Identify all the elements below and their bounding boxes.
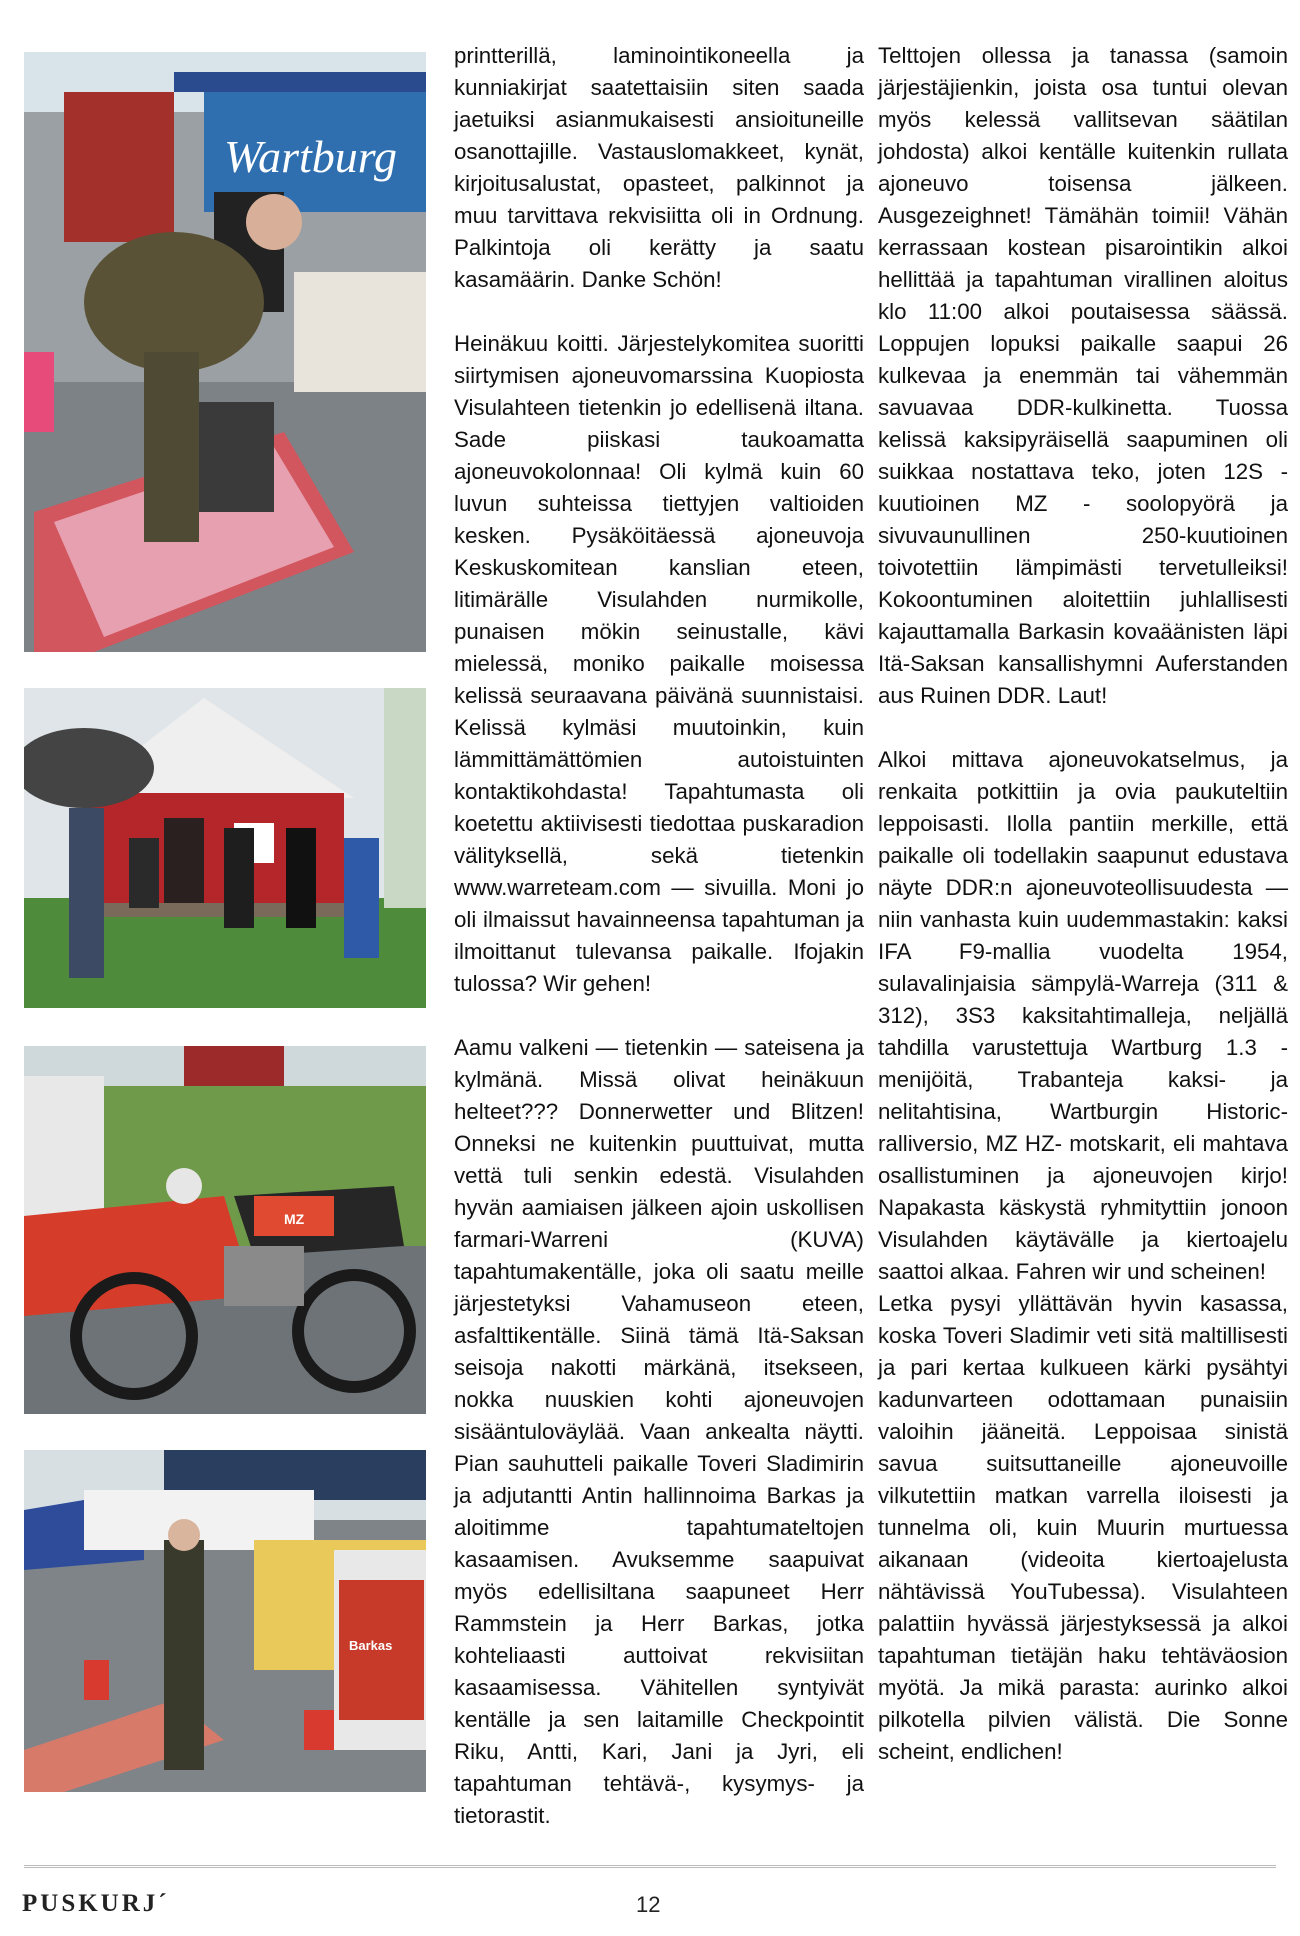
mz-tank-text: MZ — [284, 1211, 305, 1227]
photo-tents-barkas — [24, 1450, 426, 1792]
photo-mz-sidecar — [24, 1046, 426, 1414]
paragraph: Aamu valkeni — tietenkin — sateisena ja kylmänä. Missä olivat heinäkuun helteet??? Donnerwetter und Blitzen! Onneksi ne kuitenkin puuttuivat, mutta vettä tuli senkin edestä. Visulahden hyvän aamiaisen jälkeen ajoin uskollisen farmari-Warreni (KUVA) tapahtumakentälle, joka oli saatu meille järjestetyksi Vahamuseon eteen, asfalttikentälle. Siinä tämä Itä-Saksan seisoja nakotti märkänä, itsekseen, nokka nuuskien kohti ajoneuvojen sisääntuloväylää. Vaan ankealta näytti. Pian sauhutteli paikalle Toveri Sladimirin ja adjutantti Antin hallinnoima Barkas ja aloitimme tapahtumateltojen kasaamisen. Avuksemme saapuivat myös edellisiltana saapuneet Herr Rammstein ja Herr Barkas, jotka kohteliaasti auttoivat rekvisiitan kasaamisessa. Vähitellen syntyivät kentälle ja sen laitamille Checkpointit Riku, Antti, Kari, Jani ja Jyri, eli tapahtuman tehtävä-, kysymys- ja tietorastit. — [454, 1035, 864, 1828]
text-column-right — [878, 40, 1288, 1768]
text-column-middle — [454, 40, 864, 1832]
photo-engine-tent — [24, 52, 426, 652]
paragraph: Heinäkuu koitti. Järjestelykomitea suoritti siirtymisen ajoneuvomarssina Kuopiosta Visulahteen tietenkin jo edellisenä iltana. Sade piiskasi taukoamatta ajoneuvokolonnaa! Oli kylmä kuin 60 luvun suhteissa tiettyjen valtioiden kesken. Pysäköitäessä ajoneuvoja Keskuskomitean kanslian eteen, litimärälle Visulahden nurmikolle, punaisen mökin seinustalle, kävi mielessä, moniko paikalle moisessa kelissä seuraavana päivänä suunnistaisi. Kelissä kylmäsi muutoinkin, kuin lämmittämättömien autoistuinten kontaktikohdasta! Tapahtumasta oli koetettu aktiivisesti tiedottaa puskaradion välityksellä, sekä tietenkin www.warreteam.com — sivuilla. Moni jo oli ilmaissut havainneensa tapahtuman ja ilmoittanut tulevansa paikalle. Ifojakin tulossa? Wir gehen! — [454, 331, 864, 996]
paragraph: Alkoi mittava ajoneuvokatselmus, ja renkaita potkittiin ja ovia paukuteltiin leppoisasti. Ilolla pantiin merkille, että paikalle oli todellakin saapunut edustava näyte DDR:n ajoneuvoteollisuudesta — niin vanhasta kuin uudemmastakin: kaksi IFA F9-mallia vuodelta 1954, sulavalinjaisia sämpylä-Warreja (311 & 312), 3S3 kaksitahtimalleja, neljällä tahdilla varustettuja Wartburg 1.3 - menijöitä, Trabanteja kaksi- ja nelitahtisina, Wartburgin Historic-ralliversio, MZ HZ- motskarit, eli mahtava osallistuminen ja ajoneuvojen kirjo! Napakasta käskystä ryhmityttiin jonoon Visulahden käytävälle ja kiertoajelu saattoi alkaa. Fahren wir und scheinen! — [878, 747, 1288, 1284]
magazine-brand: PUSKURJ´ — [22, 1890, 170, 1917]
paragraph: printterillä, laminointikoneella ja kunniakirjat saatettaisiin siten saada jaetuiksi asianmukaisesti ansioituneille osanottajille. Vastauslomakkeet, kynät, kirjoitusalustat, opasteet, palkinnot ja muu tarvittava rekvisiitta oli in Ordnung. Palkintoja oli kerätty ja saatu kasamäärin. Danke Schön! — [454, 43, 864, 292]
wartburg-sign-text: Wartburg — [224, 131, 397, 182]
paragraph: Letka pysyi yllättävän hyvin kasassa, koska Toveri Sladimir veti sitä maltillisesti ja pari kertaa kulkueen kärki pysähtyi kadunvarteen odottamaan punaisiin valoihin jääneitä. Leppoisaa sinistä savua suitsuttaneille ajoneuvoille vilkutettiin matkan varrella iloisesti ja tunnelma oli, kuin Muurin murtuessa aikanaan (videoita kiertoajelusta nähtävissä YouTubessa). Visulahteen palattiin hyvässä järjestyksessä ja alkoi tapahtuman tietäjän haku tehtäväosion myötä. Ja mikä parasta: aurinko alkoi pilkotella pilvien välistä. Die Sonne scheint, endlichen! — [878, 1291, 1288, 1764]
page-number: 12 — [636, 1892, 661, 1917]
footer-divider — [24, 1865, 1276, 1868]
paragraph: Telttojen ollessa ja tanassa (samoin järjestäjienkin, joista osa tuntui olevan myös kelessä vallitsevan säätilan johdosta) alkoi kentälle kuitenkin rullata ajoneuvo toisensa jälkeen. Ausgezeighnet! Tämähän toimii! Vähän kerrassaan kostean pisarointikin alkoi hellittää ja tapahtuman virallinen aloitus klo 11:00 alkoi poutaisessa säässä. Loppujen lopuksi paikalle saapui 26 kulkevaa ja enemmän tai vähemmän savuavaa DDR-kulkinetta. Tuossa kelissä kaksipyräisellä saapuminen oli suikkaa nostattava teko, joten 12S - kuutioinen MZ - soolopyörä ja sivuvaunullinen 250-kuutioinen toivotettiin lämpimästi tervetulleiksi! Kokoontuminen aloitettiin juhlallisesti kajauttamalla Barkasin kovaäänisten läpi Itä-Saksan kansallishymni Auferstanden aus Ruinen DDR. Laut! — [878, 43, 1288, 708]
photo-red-cottage — [24, 688, 426, 1008]
barkas-van-text: Barkas — [349, 1638, 393, 1653]
